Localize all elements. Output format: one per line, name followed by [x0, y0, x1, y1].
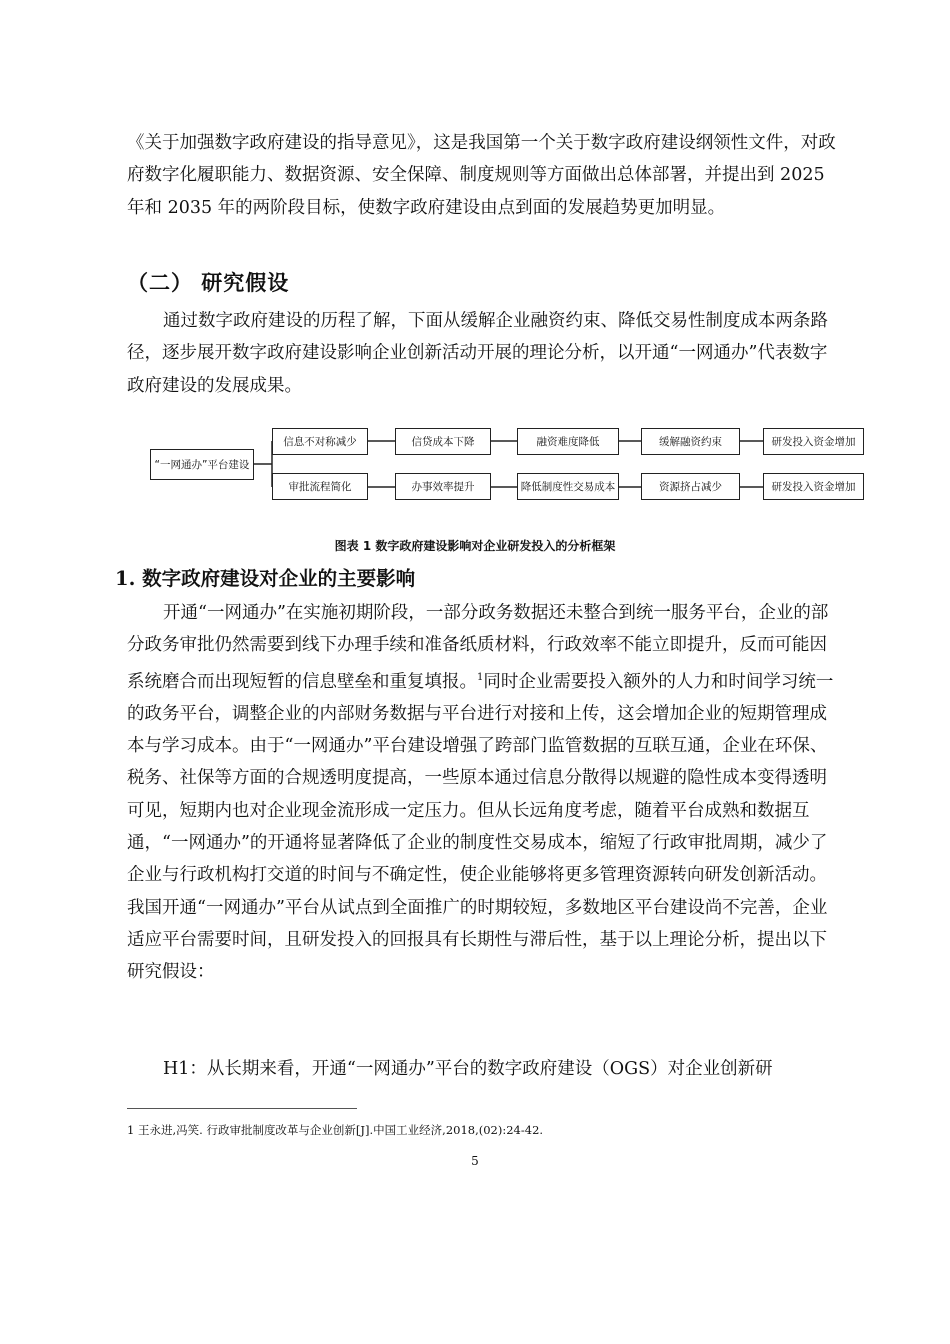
paragraph-hypothesis: H1：从长期来看，开通“一网通办”平台的数字政府建设（OGS）对企业创新研 [163, 1059, 773, 1079]
diagram-node-row2-5: 研发投入资金增加 [763, 473, 864, 500]
paragraph-impact-part2: 同时企业需要投入额外的人力和时间学习统一的政务平台，调整企业的内部财务数据与平台进行对接和上传，这会增加企业的短期管理成本与学习成本。由于“一网通办”平台建设增强了跨部门监管数据的互联互通，企业在环保、税务、社保等方面的合规透明度提高，一些原本通过信息分散得以规避的隐性成本变得透明可见，短期内也对企业现金流形成一定压力。但从长远角度考虑，随着平台成熟和数据互通，“一网通办”的开通将显著降低了企业的制度性交易成本，缩短了行政审批周期，减少了企业与行政机构打交道的时间与不确定性，使企业能够将更多管理资源转向研发创新活动。我国开通“一网通办”平台从试点到全面推广的时期较短，多数地区平台建设尚不完善，企业适应平台需要时间，且研发投入的回报具有长期性与滞后性，基于以上理论分析，提出以下研究假设： [127, 671, 834, 983]
diagram-root-node: “一网通办”平台建设 [150, 449, 254, 480]
diagram-node-row2-3: 降低制度性交易成本 [517, 473, 619, 500]
diagram-node-row2-4: 资源挤占减少 [641, 473, 740, 500]
diagram-node-row1-5: 研发投入资金增加 [763, 428, 864, 455]
footnote-ref: 1 [477, 671, 484, 683]
diagram-node-row1-4: 缓解融资约束 [641, 428, 740, 455]
diagram-node-row1-1: 信息不对称减少 [272, 428, 368, 455]
paragraph-impact [127, 597, 839, 988]
paragraph-path: 通过数字政府建设的历程了解，下面从缓解企业融资约束、降低交易性制度成本两条路径，逐步展开数字政府建设影响企业创新活动开展的理论分析，以开通“一网通办”代表数字政府建设的发展成果。 [127, 311, 828, 396]
subsection-heading: 1. 数字政府建设对企业的主要影响 [115, 567, 416, 590]
framework-diagram [120, 418, 880, 522]
section-heading: （二） 研究假设 [127, 270, 290, 295]
diagram-node-row2-1: 审批流程简化 [272, 473, 368, 500]
diagram-node-row2-2: 办事效率提升 [395, 473, 491, 500]
diagram-node-row1-3: 融资难度降低 [517, 428, 619, 455]
diagram-node-row1-2: 信贷成本下降 [395, 428, 491, 455]
figure-caption: 图表 1 数字政府建设影响对企业研发投入的分析框架 [334, 539, 616, 553]
footnote-divider [127, 1108, 357, 1109]
paragraph-intro: 《关于加强数字政府建设的指导意见》，这是我国第一个关于数字政府建设纲领性文件，对政府数字化履职能力、数据资源、安全保障、制度规则等方面做出总体部署，并提出到 2025 年和 2035 年的两阶段目标，使数字政府建设由点到面的发展趋势更加明显。 [127, 133, 836, 218]
page-number: 5 [471, 1154, 479, 1168]
footnote: 1 王永进,冯笑. 行政审批制度改革与企业创新[J].中国工业经济,2018,(02):24-42. [127, 1123, 544, 1137]
paragraph-impact-part1: 开通“一网通办”在实施初期阶段，一部分政务数据还未整合到统一服务平台，企业的部分政务审批仍然需要到线下办理手续和准备纸质材料，行政效率不能立即提升，反而可能因系统磨合而出现短暂的信息壁垒和重复填报。 [127, 603, 829, 692]
